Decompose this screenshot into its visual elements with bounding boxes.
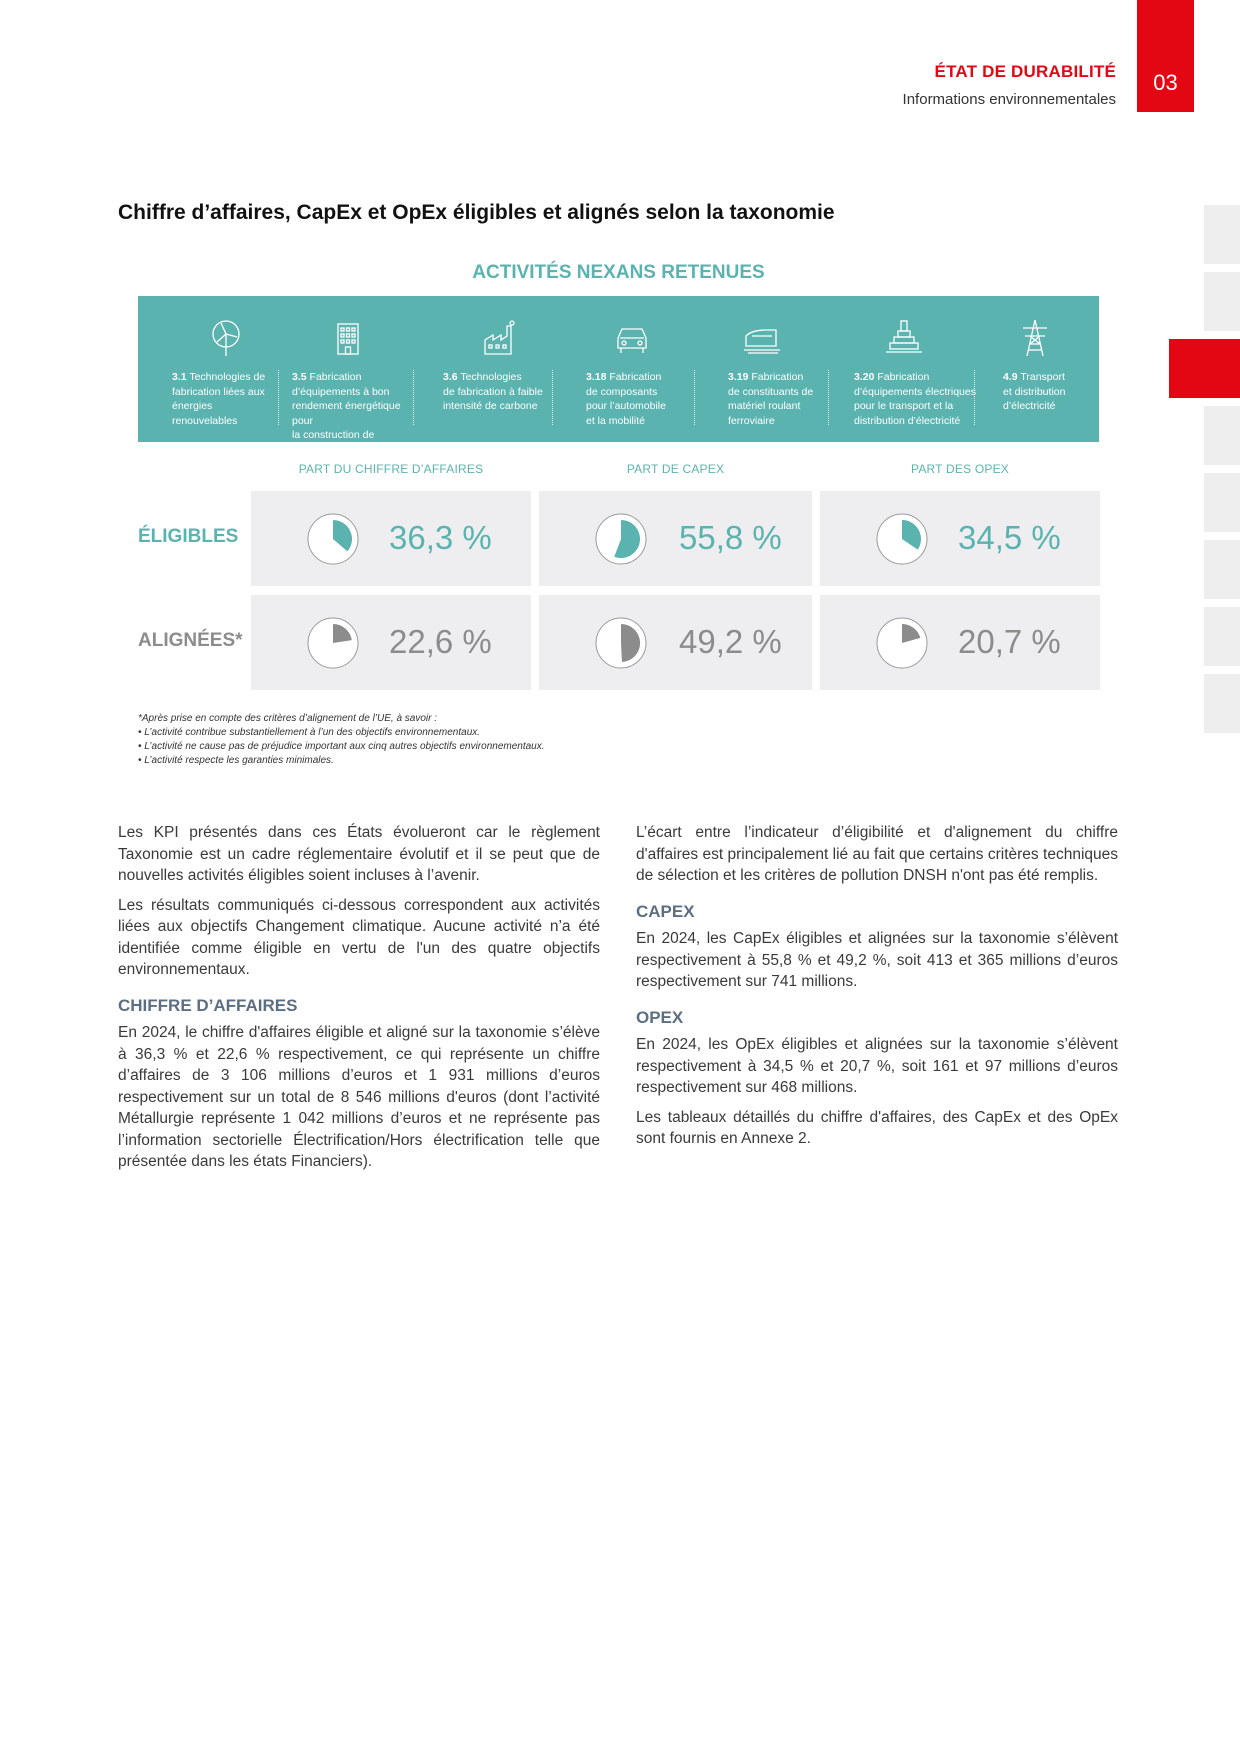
activity-3-5 xyxy=(292,296,422,456)
side-tab-7[interactable] xyxy=(1204,607,1240,666)
paragraph: Les résultats communiqués ci-dessous correspondent aux activités liées aux objectifs Changement climatique. Aucune activité n’a été identifiée comme éligible en vertu de l'un des quatre objectifs environnementaux. xyxy=(118,896,600,978)
pie-chart xyxy=(595,617,647,669)
heading-capex: CAPEX xyxy=(636,901,695,921)
activity-separator xyxy=(278,370,279,425)
kpi-cell xyxy=(539,595,812,690)
footnote-line: • L’activité respecte les garanties minimales. xyxy=(138,755,334,766)
wind-turbine-icon xyxy=(206,318,246,358)
pie-chart xyxy=(876,617,928,669)
kpi-value: 49,2 % xyxy=(679,623,782,660)
paragraph: En 2024, les OpEx éligibles et alignées sur la taxonomie s’élèvent respectivement à 34,5 % et 20,7 %, soit 161 et 97 millions d’euros respectivement sur 468 millions. xyxy=(636,1036,1118,1096)
row-label-aligned: ALIGNÉES* xyxy=(138,630,243,651)
kpi-value: 55,8 % xyxy=(679,519,782,556)
footnote-line: • L’activité ne cause pas de préjudice important aux cinq autres objectifs environnementaux. xyxy=(138,741,545,752)
factory-icon xyxy=(479,318,519,358)
kpi-cell xyxy=(820,491,1100,586)
activity-text: 3.5 Fabrication d’équipements à bon rendement énergétique pour la construction de bâtiments xyxy=(292,371,401,456)
section-title: Chiffre d’affaires, CapEx et OpEx éligibles et alignés selon la taxonomie xyxy=(118,201,835,224)
kpi-value: 36,3 % xyxy=(389,519,492,556)
kpi-cell xyxy=(251,595,531,690)
activity-separator xyxy=(974,370,975,425)
heading-revenue: CHIFFRE D’AFFAIRES xyxy=(118,995,298,1015)
activity-text: 3.19 Fabrication de constituants de matériel roulant ferroviaire xyxy=(728,371,814,427)
activity-3-20 xyxy=(854,296,984,442)
kpi-cell xyxy=(820,595,1100,690)
car-icon xyxy=(612,318,652,358)
side-tab-2[interactable] xyxy=(1204,272,1240,331)
column-header-revenue: PART DU CHIFFRE D’AFFAIRES xyxy=(298,462,484,476)
footnote xyxy=(138,712,545,768)
activity-separator xyxy=(694,370,695,425)
building-icon xyxy=(328,318,368,358)
paragraph: En 2024, le chiffre d'affaires éligible et aligné sur la taxonomie s’élève à 36,3 % et 22,6 % respectivement, ce qui représente un chiffre d’affaires de 3 106 millions d’euros et 1 931 millions d’euros respectivement sur un total de 8 546 millions d'euros (dont l’activité Métallurgie représente 1 042 millions d’euros et ne représente pas l’information sectorielle Électrification/Hors électrification telle que présentée dans les états Financiers). xyxy=(118,1024,600,1170)
substation-icon xyxy=(884,318,924,358)
activity-3-6 xyxy=(443,296,553,442)
header-subtitle: Informations environnementales xyxy=(902,91,1116,108)
activity-text: 3.18 Fabrication de composants pour l’automobile et la mobilité xyxy=(586,371,666,427)
paragraph: L’écart entre l’indicateur d’éligibilité et d'alignement du chiffre d'affaires est principalement lié au fait que certains critères techniques de sélection et les critères de pollution DNSH n'ont pas été remplis. xyxy=(636,824,1118,884)
kpi-value: 20,7 % xyxy=(958,623,1061,660)
side-tab-4[interactable] xyxy=(1204,406,1240,465)
side-tab-8[interactable] xyxy=(1204,674,1240,733)
chapter-number: 03 xyxy=(1153,70,1178,95)
kpi-cell xyxy=(251,491,531,586)
activity-text: 4.9 Transport et distribution d’électricité xyxy=(1003,371,1066,412)
paragraph: Les KPI présentés dans ces États évolueront car le règlement Taxonomie est un cadre réglementaire évolutif et il se peut que de nouvelles activités éligibles soient incluses à l’avenir. xyxy=(118,824,600,884)
activity-3-18 xyxy=(586,296,686,442)
activity-separator xyxy=(552,370,553,425)
kpi-cell xyxy=(539,491,812,586)
footnote-line: • L’activité contribue substantiellement à l’un des objectifs environnementaux. xyxy=(138,727,481,738)
train-icon xyxy=(742,318,782,358)
chapter-tab[interactable] xyxy=(1137,0,1194,112)
activities-title: ACTIVITÉS NEXANS RETENUES xyxy=(472,262,765,283)
activity-3-19 xyxy=(728,296,838,442)
pie-chart xyxy=(595,513,647,565)
paragraph: Les tableaux détaillés du chiffre d'affaires, des CapEx et des OpEx sont fournis en Annexe 2. xyxy=(636,1108,1118,1147)
pie-chart xyxy=(876,513,928,565)
right-column xyxy=(636,822,1118,1158)
activity-3-1 xyxy=(172,296,272,442)
side-tab-active[interactable] xyxy=(1169,339,1240,398)
pie-chart xyxy=(307,617,359,669)
activity-separator xyxy=(828,370,829,425)
column-header-opex: PART DES OPEX xyxy=(911,462,1009,476)
footnote-line: *Après prise en compte des critères d’alignement de l’UE, à savoir : xyxy=(138,713,438,724)
paragraph: En 2024, les CapEx éligibles et alignées sur la taxonomie s’élèvent respectivement à 55,8 % et 49,2 %, soit 413 et 365 millions d’euros respectivement sur 741 millions. xyxy=(636,930,1118,990)
row-label-eligible: ÉLIGIBLES xyxy=(138,526,239,547)
activity-separator xyxy=(413,370,414,425)
kpi-value: 34,5 % xyxy=(958,519,1061,556)
activities-band xyxy=(138,296,1099,456)
activity-text: 3.1 Technologies de fabrication liées aux énergies renouvelables xyxy=(172,371,266,427)
left-column xyxy=(118,822,600,1181)
column-header-capex: PART DE CAPEX xyxy=(626,462,725,476)
kpi-value: 22,6 % xyxy=(389,623,492,660)
pie-chart xyxy=(307,513,359,565)
activity-text: 3.6 Technologies de fabrication à faible intensité de carbone xyxy=(443,371,543,412)
side-tab-5[interactable] xyxy=(1204,473,1240,532)
activity-4-9 xyxy=(1003,296,1093,442)
heading-opex: OPEX xyxy=(636,1007,684,1027)
header-title: ÉTAT DE DURABILITÉ xyxy=(934,62,1116,81)
pylon-icon xyxy=(1015,318,1055,358)
activity-text: 3.20 Fabrication d’équipements électriques pour le transport et la distribution d’électricité xyxy=(854,371,976,427)
side-tab-6[interactable] xyxy=(1204,540,1240,599)
side-tab-1[interactable] xyxy=(1204,205,1240,264)
